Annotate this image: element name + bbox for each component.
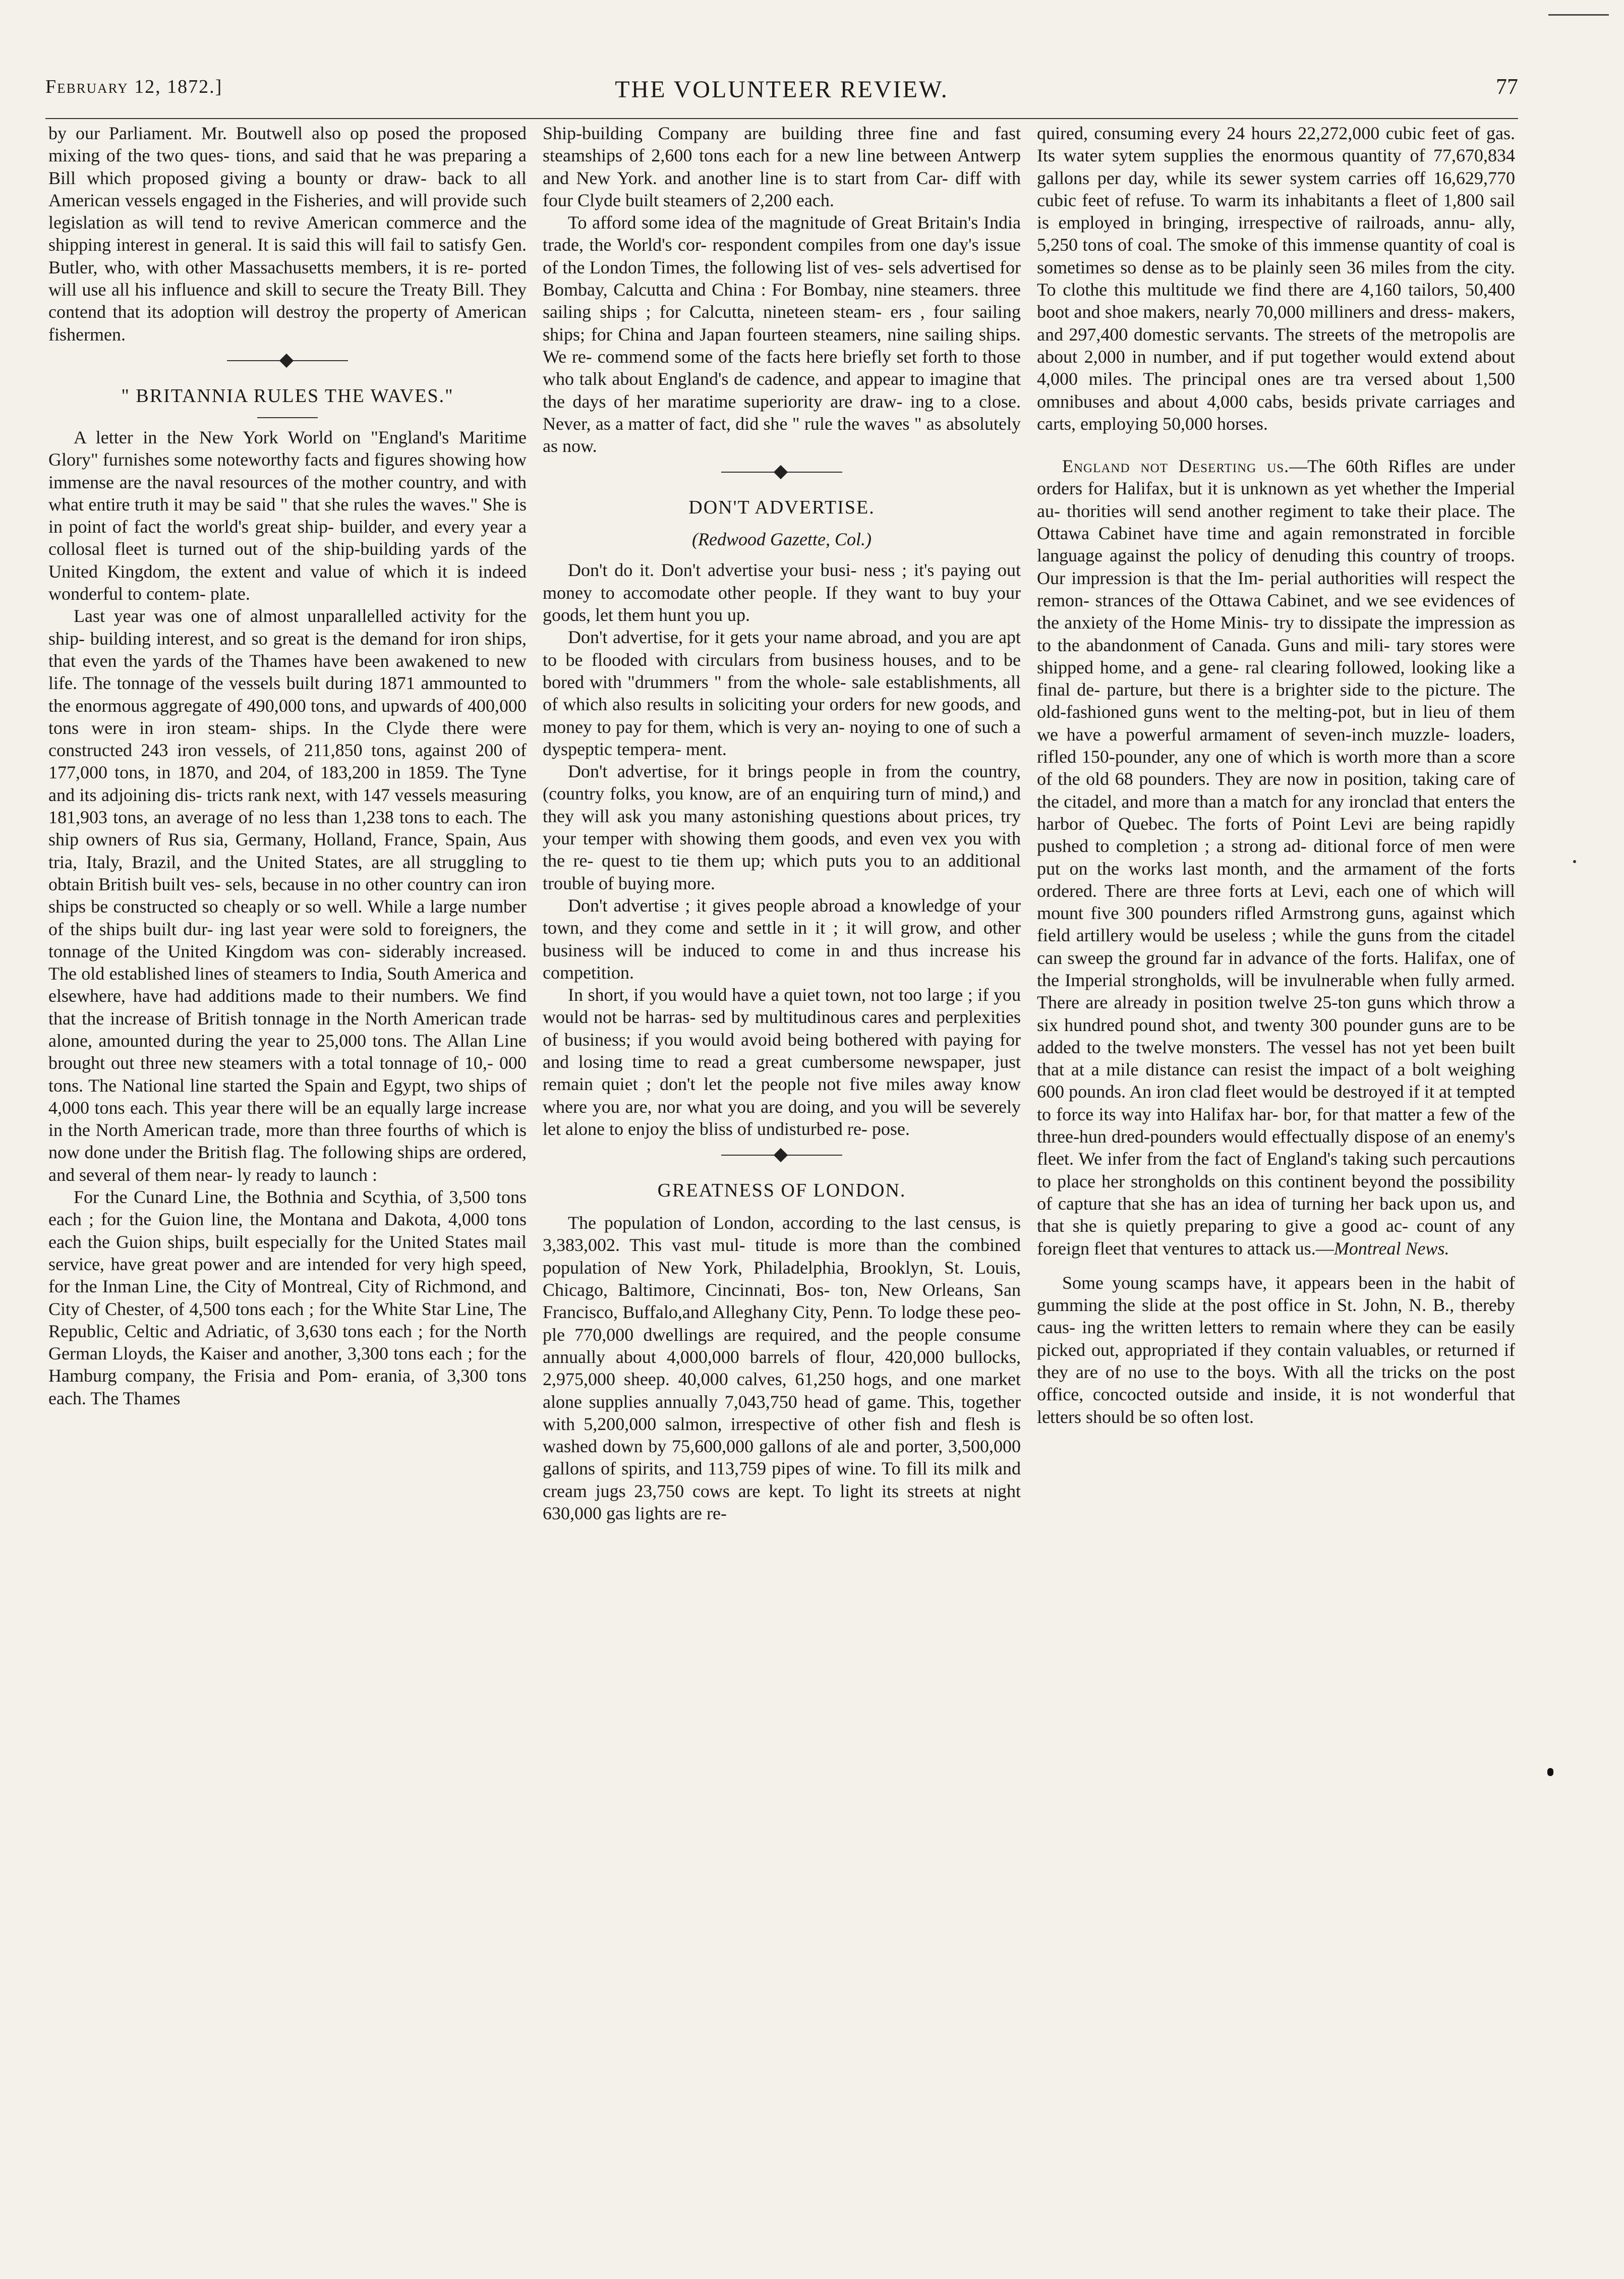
masthead-rule [45, 118, 1518, 119]
paragraph: In short, if you would have a quiet town, not too large ; if you would not be harras- sed by multitudinous cares and perplexities of business; if you would avoid being bothered with paying for and losing time to read a great cumbersome newspaper, just remain quiet ; don't let the people not five miles away know where you are, nor what you are doing, and you will be severely let alone to enjoy the bliss of undisturbed re- pose. [543, 985, 1021, 1139]
section-divider [227, 351, 348, 371]
column-2 [540, 122, 1024, 2231]
paragraph: Last year was one of almost unparallelled activity for the ship- building interest, and so great is the demand for iron ships, that even the yards of the Thames have been awakened to new life. The tonnage of the vessels built during 1871 ammounted to the enormous aggregate of 490,000 tons, and upwards of 400,000 tons were in iron steam- ships. In the Clyde there were constructed 243 iron vessels, of 211,850 tons, against 200 of 177,000 tons, in 1870, and 204, of 183,200 in 1859. The Tyne and its adjoining dis- tricts rank next, with 147 vessels measuring 181,903 tons, an average of no less than 1,238 tons to each. The ship owners of Rus sia, Germany, Holland, France, Spain, Aus tria, Italy, Brazil, and the United States, are all struggling to obtain British built ves- sels, because in no other country can iron ships be constructed so cheaply or so well. While a large number of the ships built dur- ing last year were sold to foreigners, the tonnage of the United Kingdom was con- siderably increased. The old established lines of steamers to India, South America and elsewhere, have had additions made to their numbers. We find that the increase of British tonnage in the North American trade alone, amounted during the year to 25,000 tons. The Allan Line brought out three new steamers with a total tonnage of 10,- 000 tons. The National line started the Spain and Egypt, two ships of 4,000 tons each. This year there will be an equally large increase in the North American trade, more than three fourths of which is now done under the British flag. The following ships are ordered, and several of them near- ly ready to launch : [48, 606, 527, 1185]
diamond-ornament [774, 1148, 788, 1162]
section-divider [721, 1145, 842, 1165]
column-3 [1034, 122, 1518, 2231]
diamond-ornament [279, 354, 294, 368]
margin-mark [1548, 14, 1609, 16]
paragraph [1037, 455, 1515, 1260]
paragraph-source: Montreal News. [1333, 1238, 1449, 1259]
paragraph: Ship-building Company are building three fine and fast steamships of 2,600 tons each for a new line between Antwerp and New York. and another line is to start from Car- diff with four Clyde built steamers of 2,200 each. [543, 123, 1021, 210]
article-heading: " BRITANNIA RULES THE WAVES." [121, 385, 454, 407]
paragraph: by our Parliament. Mr. Boutwell also op posed the proposed mixing of the two ques- tions, and said that he was preparing a Bill which proposed giving a bounty or draw- back to all American vessels engaged in the Fisheries, and will provide such legislation as will tend to revive American commerce and the shipping interest in general. It is said this will fail to satisfy Gen. Butler, who, with other Massachusetts members, it is re- ported will use all his influence and skill to secure the Treaty Bill. They contend that its adoption will destroy the property of American fishermen. [48, 123, 527, 345]
paragraph: The population of London, according to the last census, is 3,383,002. This vast mul- titude is more than the combined population of New York, Philadelphia, Brooklyn, St. Louis, Chicago, Baltimore, Cincinnati, Bos- ton, New Orleans, San Francisco, Buffalo,and Alleghany City, Penn. To lodge these peo- ple 770,000 dwellings are required, and the people consume annually about 4,000,000 barrels of flour, 420,000 bullocks, 2,975,000 sheep. 40,000 calves, 61,250 hogs, and one market alone supplies annually 7,043,750 head of game. This, together with 5,200,000 salmon, irrespective of other fish and flesh is washed down by 75,600,000 gallons of ale and porter, 3,500,000 gallons of spirits, and 113,759 pipes of wine. To fill its milk and cream jugs 23,750 cows are kept. To light its streets at night 630,000 gas lights are re- [543, 1213, 1021, 1524]
paragraph-body: —The 60th Rifles are under orders for Halifax, but it is unknown as yet whether the Imperial au- thorities will send another regiment to take their place. The Ottawa Cabinet have time and again remonstrated in forcible language against the policy of denuding this country of troops. Our impression is that the Im- perial authorities will respect the remon- strances of the Ottawa Cabinet, and we see evidences of the anxiety of the Home Minis- try to dissipate the impression as to the abandonment of Canada. Guns and mili- tary stores were shipped home, and a gene- ral clearing followed, looking like a final de- parture, but there is a brighter side to the picture. The old-fashioned guns went to the melting-pot, but in lieu of them we have a powerful armament of seven-inch muzzle- loaders, rifled 150-pounder, any one of which is worth more than a score of the old 68 pounders. They are now in position, taking care of the citadel, and more than a match for any ironclad that enters the harbor of Quebec. The forts of Point Levi are being rapidly pushed to completion ; a strong ad- ditional force of men were put on the works last month, and the armament of the forts ordered. There are three forts at Levi, each one of which will mount five 300 pounders rifled Armstrong guns, against which field artillery would be useless ; while the guns from the citadel can sweep the ground far in advance of the forts. Halifax, one of the Imperial strongholds, will be invulnerable when fully armed. There are already in position twelve 25-ton guns which throw a six hundred pound shot, and twenty 300 pounder guns are to be added to the twelve monsters. The vessel has not yet been built that at a mile distance can resist the impact of a bolt weighing 600 pounds. An iron clad fleet would be destroyed if it at tempted to force its way into Halifax har- bor, for that matter a few of the three-hun dred-pounders would effectually dispose of an enemy's fleet. We infer from the fact of England's taking such percautions to place her strongholds on this continent beyond the possibility of capture that she has an idea of turning her back upon us, and that she is quietly preparing to give a good ac- count of any foreign fleet that ventures to attack us.— [1037, 456, 1516, 1259]
paragraph: Don't advertise ; it gives people abroad a knowledge of your town, and they come and settle in it ; it will grow, and other business will be induced to come in and thus increase his competition. [543, 895, 1021, 983]
paragraph: Some young scamps have, it appears been in the habit of gumming the slide at the post office in St. John, N. B., thereby caus- ing the written letters to remain where they can be easily picked out, appropriated if they contain valuables, or returned if they are of no use to the boys. With all the tricks on the post office, concocted outside and inside, it is not wonderful that letters should be so often lost. [1037, 1272, 1515, 1427]
ink-speck [1573, 860, 1576, 863]
paragraph: Don't advertise, for it brings people in from the country, (country folks, you know, are of an enquiring turn of mind,) and they will ask you many astonishing questions about prices, try your temper with showing them goods, and even vex you with the re- quest to tie them up; which puts you to an additional trouble of buying more. [543, 761, 1021, 893]
paragraph: quired, consuming every 24 hours 22,272,000 cubic feet of gas. Its water sytem supplies the enormous quantity of 77,670,834 gallons per day, while its sewer system carries off 16,629,770 cubic feet of refuse. To warm its inhabitants a fleet of 1,800 sail is employed in bringing, irrespective of railroads, annu- ally, 5,250 tons of coal. The smoke of this immense quantity of coal is sometimes so dense as to be plainly seen 36 miles from the city. To clothe this multitude we find there are 4,160 tailors, 50,400 boot and shoe makers, nearly 70,000 milliners and dress- makers, and 297,400 domestic servants. The streets of the metropolis are about 2,000 in number, and if put together would extend about 4,000 miles. The principal ones are tra versed about 1,500 omnibuses and about 4,000 cabs, besids private carriages and carts, employing 50,000 horses. [1037, 123, 1515, 434]
diamond-ornament [774, 465, 788, 479]
ink-speck [1547, 1768, 1553, 1776]
paragraph: Don't do it. Don't advertise your busi- ness ; it's paying out money to accomodate other people. If they want to buy your goods, let them hunt you up. [543, 560, 1021, 625]
page-number: 77 [1496, 74, 1518, 99]
spacer [1037, 435, 1515, 455]
article-heading: GREATNESS OF LONDON. [657, 1180, 906, 1202]
article-source: (Redwood Gazette, Col.) [692, 529, 872, 550]
spacer [1037, 1260, 1515, 1272]
issue-date: February 12, 1872.] [45, 76, 223, 97]
paragraph: A letter in the New York World on "England's Maritime Glory" furnishes some noteworthy facts and figures showing how immense are the naval resources of the mother country, and with what entire truth it may be said " that she rules the waves." She is in point of fact the world's great ship- builder, and every year a collosal fleet is turned out of the ship-building yards of the United Kingdom, the extent and value of which it is indeed wonderful to contem- plate. [48, 427, 527, 604]
article-heading: DON'T ADVERTISE. [688, 497, 875, 519]
paragraph: Don't advertise, for it gets your name abroad, and you are apt to be flooded with circulars from business houses, and to be bored with "drummers " from the whole- sale establishments, all of which also results in soliciting your orders for new goods, and money to pay for them, which is very an- noying to one of such a dyspeptic tempera- ment. [543, 627, 1021, 759]
paragraph-lead: England not Deserting us. [1062, 456, 1290, 477]
paragraph: To afford some idea of the magnitude of Great Britain's India trade, the World's cor- respondent compiles from one day's issue of the London Times, the following list of ves- sels advertised for Bombay, Calcutta and China : For Bombay, nine steamers. three sailing ships ; for Calcutta, nineteen steam- ers , four sailing ships; for China and Japan fourteen steamers, nine sailing ships. We re- commend some of the facts here briefly set forth to those who talk about England's de cadence, and appear to imagine that the days of her maratime superiority are draw- ing to a close. Never, as a matter of fact, did she " rule the waves " as absolutely as now. [543, 212, 1021, 457]
paragraph: For the Cunard Line, the Bothnia and Scythia, of 3,500 tons each ; for the Guion line, the Montana and Dakota, 4,000 tons each the Guion ships, built especially for the United States mail service, have great power and are intended for very high speed, for the Inman Line, the City of Montreal, City of Richmond, and City of Chester, of 4,500 tons each ; for the White Star Line, The Republic, Celtic and Adriatic, of 3,630 tons each ; for the North German Lloyds, the Kaiser and another, 3,300 tons each ; for the Hamburg company, the Frisia and Pom- erania, of 3,300 tons each. The Thames [48, 1187, 527, 1408]
section-divider [721, 462, 842, 482]
masthead [45, 76, 1518, 116]
heading-rule [257, 417, 318, 418]
article-columns [45, 122, 1518, 2231]
column-1 [45, 122, 530, 2231]
publication-title: THE VOLUNTEER REVIEW. [615, 76, 949, 103]
